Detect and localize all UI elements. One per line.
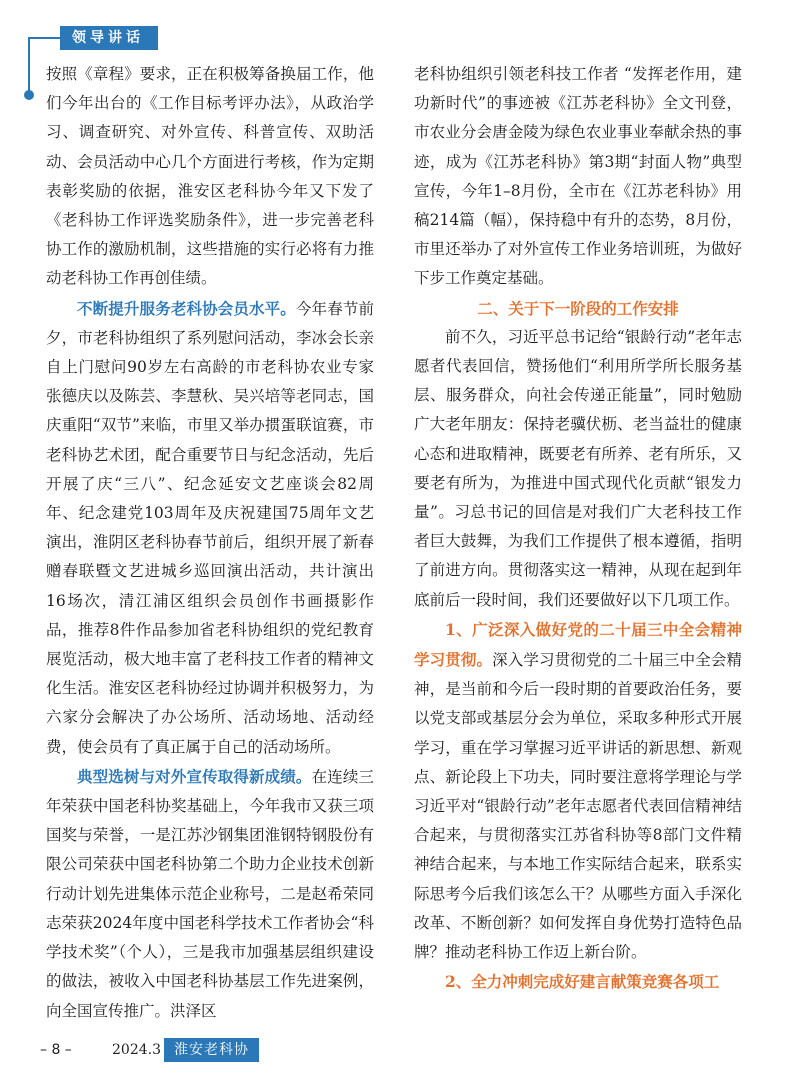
- header-rule: [28, 37, 60, 39]
- paragraph-body: 在连续三年荣获中国老科协奖基础上，今年我市又获三项国奖与荣誉，一是江苏沙钢集团淮钢特钢股份有限公司荣获中国老科协第二个助力企业技术创新行动计划先进集体示范企业称号，二是赵希荣同志荣获2024年度中国老科学技术工作者协会“科学技术奖”（个人），三是我市加强基层组织建设的做法，被收入中国老科协基层工作先进案例，向全国宣传推广。洪泽区: [46, 767, 374, 1020]
- paragraph-body: 今年春节前夕，市老科协组织了系列慰问活动，李冰会长亲自上门慰问90岁左右高龄的市老科协农业专家张德庆以及陈芸、李慧秋、吴兴培等老同志，国庆重阳“双节”来临，市里又举办掼蛋联谊赛，市老科协艺术团，配合重要节日与纪念活动，先后开展了庆“三八”、纪念延安文艺座谈会82周年、纪念建党103周年及庆祝建国75周年文艺演出，淮阴区老科协春节前后，组织开展了新春赠春联暨文艺进城乡巡回演出活动，共计演出16场次，清江浦区组织会员创作书画摄影作品，推荐8件作品参加省老科协组织的党纪教育展览活动，极大地丰富了老科技工作者的精神文化生活。淮安区老科协经过协调并积极努力，为六家分会解决了办公场所、活动场地、活动经费，使会员有了真正属于自己的活动场所。: [46, 299, 374, 756]
- issue-number: 2024.3: [112, 1042, 161, 1058]
- magazine-name: 淮安老科协: [164, 1038, 259, 1062]
- subheading: 2、全力冲刺完成好建言献策竞赛各项工: [445, 972, 720, 992]
- paragraph-lead: 1、广泛深入做好党的二十届三中全会精神学习贯彻。: [414, 619, 742, 670]
- paragraph: 老科协组织引领老科技工作者 “发挥老作用，建功新时代”的事迹被《江苏老科协》全文刊登，市农业分会唐金陵为绿色农业事业奉献余热的事迹，成为《江苏老科协》第3期“封面人物”典型宣传，今年1–8月份，全市在《江苏老科协》用稿214篇（幅），保持稳中有升的态势，8月份，市里还举办了对外宣传工作业务培训班，为做好下步工作奠定基础。: [414, 65, 742, 288]
- left-column: [46, 60, 374, 1026]
- paragraph: 前不久，习近平总书记给“银龄行动”老年志愿者代表回信，赞扬他们“利用所学所长服务基层、服务群众，向社会传递正能量”，同时勉励广大老年朋友：保持老骥伏枥、老当益壮的健康心态和进取精神，既要老有所养、老有所乐，又要老有所为，为推进中国式现代化贡献“银发力量”。习总书记的回信是对我们广大老科技工作者巨大鼓舞，为我们工作提供了根本遵循，指明了前进方向。贯彻落实这一精神，从现在起到年底前后一段时间，我们还要做好以下几项工作。: [414, 327, 742, 609]
- paragraph: [46, 294, 374, 762]
- paragraph: [414, 615, 742, 967]
- section-label: 领导讲话: [60, 26, 158, 50]
- header-dot: [24, 90, 34, 100]
- section-heading: 二、关于下一阶段的工作安排: [477, 298, 679, 318]
- paragraph: 按照《章程》要求，正在积极筹备换届工作，他们今年出台的《工作目标考评办法》，从政治学习、调查研究、对外宣传、科普宣传、双助活动、会员活动中心几个方面进行考核，作为定期表彰奖励的依据，淮安区老科协今年又下发了《老科协工作评选奖励条件》，进一步完善老科协工作的激励机制，这些措施的实行必将有力推动老科协工作再创佳绩。: [46, 65, 374, 288]
- paragraph: [46, 762, 374, 1026]
- paragraph-lead: 典型选树与对外宣传取得新成绩。: [77, 766, 312, 786]
- right-column: [414, 60, 742, 997]
- page-number: – 8 –: [40, 1042, 72, 1058]
- paragraph-body: 深入学习贯彻党的二十届三中全会精神，是当前和今后一段时期的首要政治任务，要以党支部或基层分会为单位，采取多种形式开展学习，重在学习掌握习近平讲话的新思想、新观点、新论段上下功夫，同时要注意将学理论与学习近平对“银龄行动”老年志愿者代表回信精神结合起来，与贯彻落实江苏省科协等8部门文件精神结合起来，与本地工作实际结合起来，联系实际思考今后我们该怎么干？从哪些方面入手深化改革、不断创新？如何发挥自身优势打造特色品牌？推动老科协工作迈上新台阶。: [414, 651, 742, 962]
- header-rule-vertical: [28, 37, 30, 93]
- paragraph-lead: 不断提升服务老科协会员水平。: [77, 298, 296, 318]
